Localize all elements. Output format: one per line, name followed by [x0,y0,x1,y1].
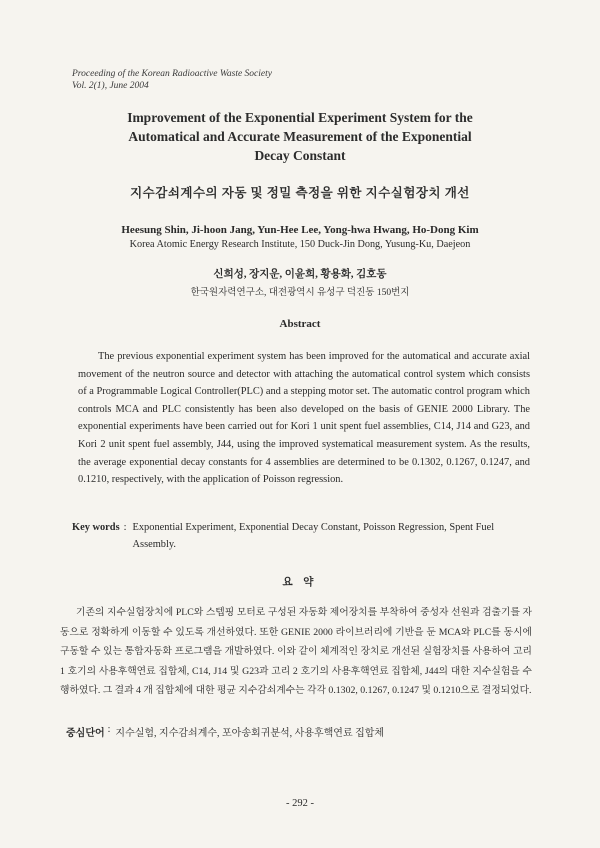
authors: Heesung Shin, Ji-hoon Jang, Yun-Hee Lee, Yong-hwa Hwang, Ho-Dong Kim [121,224,479,236]
korean-affiliation: 한국원자력연구소, 대전광역시 유성구 덕진동 150번지 [190,288,410,298]
korean-keywords-colon: : [107,724,111,735]
abstract-heading: Abstract [279,318,321,330]
korean-keywords-label: 중심단어 [66,728,105,739]
paper-title [60,108,540,165]
korean-keywords [66,724,536,739]
page-number: - 292 - [286,798,314,809]
korean-abstract-text: 기존의 지수실험장치에 PLC와 스텝핑 모터로 구성된 자동화 제어장치를 부착하여 중성자 선원과 검출기를 자동으로 정확하게 이동할 수 있도록 개선하였다. 또한 GENIE 2000 라이브러리에 기반을 둔 MCA와 PLC를 동시에 구동할 수 있는 통합자동화 프로그램을 개발하였다. 이와 같이 체계적인 장치로 개선된 실험장치를 사용하여 고리 1 호기의 사용후핵연료 집합체, C14, J14 및 G23과 고리 2 호기의 사용후핵연료 집합체, J44의 대한 지수실험을 수행하였다. 그 결과 4 개 집합체에 대한 평균 지수감쇠계수는 각각 0.1302, 0.1267, 0.1247 및 0.1210으로 결정되었다. [60,607,532,697]
keywords-label: Key words [72,522,120,533]
proceeding-info [72,68,272,92]
title-line-1: Improvement of the Exponential Experiment System for the [127,110,473,125]
korean-keywords-text: 지수실험, 지수감쇠계수, 포아송회귀분석, 사용후핵연료 집합체 [115,728,385,739]
keywords-colon: : [123,522,127,533]
korean-authors: 신희성, 장지운, 이윤희, 황용화, 김호동 [213,269,387,280]
korean-title: 지수감쇠계수의 자동 및 정밀 측정을 위한 지수실험장치 개선 [130,186,470,200]
keywords-text: Exponential Experiment, Exponential Decay Constant, Poisson Regression, Spent Fuel Assembly. [132,522,495,550]
title-line-3: Decay Constant [254,148,346,163]
korean-abstract-heading: 요 약 [282,577,318,588]
keywords [72,519,534,553]
proceeding-journal: Proceeding of the Korean Radioactive Waste Society [72,69,272,79]
abstract-text: The previous exponential experiment system has been improved for the automatical and accurate axial movement of the neutron source and detector with attaching the automatical control system which consists of a Programmable Logical Controller(PLC) and a stepping motor set. The automatic control program which controls MCA and PLC consistently has been also developed on the basis of GENIE 2000 Library. The exponential experiments have been carried out for Kori 1 unit spent fuel assemblies, C14, J14 and G23, and Kori 2 unit spent fuel assembly, J44, using the improved systematical measurement system. As the results, the average exponential decay constants for 4 assemblies are determined to be 0.1302, 0.1267, 0.1247, and 0.1210, respectively, with the application of Poisson regression. [78,351,530,486]
proceeding-volume: Vol. 2(1), June 2004 [72,81,149,91]
affiliation: Korea Atomic Energy Research Institute, 150 Duck-Jin Dong, Yusung-Ku, Daejeon [129,239,471,250]
title-line-2: Automatical and Accurate Measurement of the Exponential [128,129,472,144]
